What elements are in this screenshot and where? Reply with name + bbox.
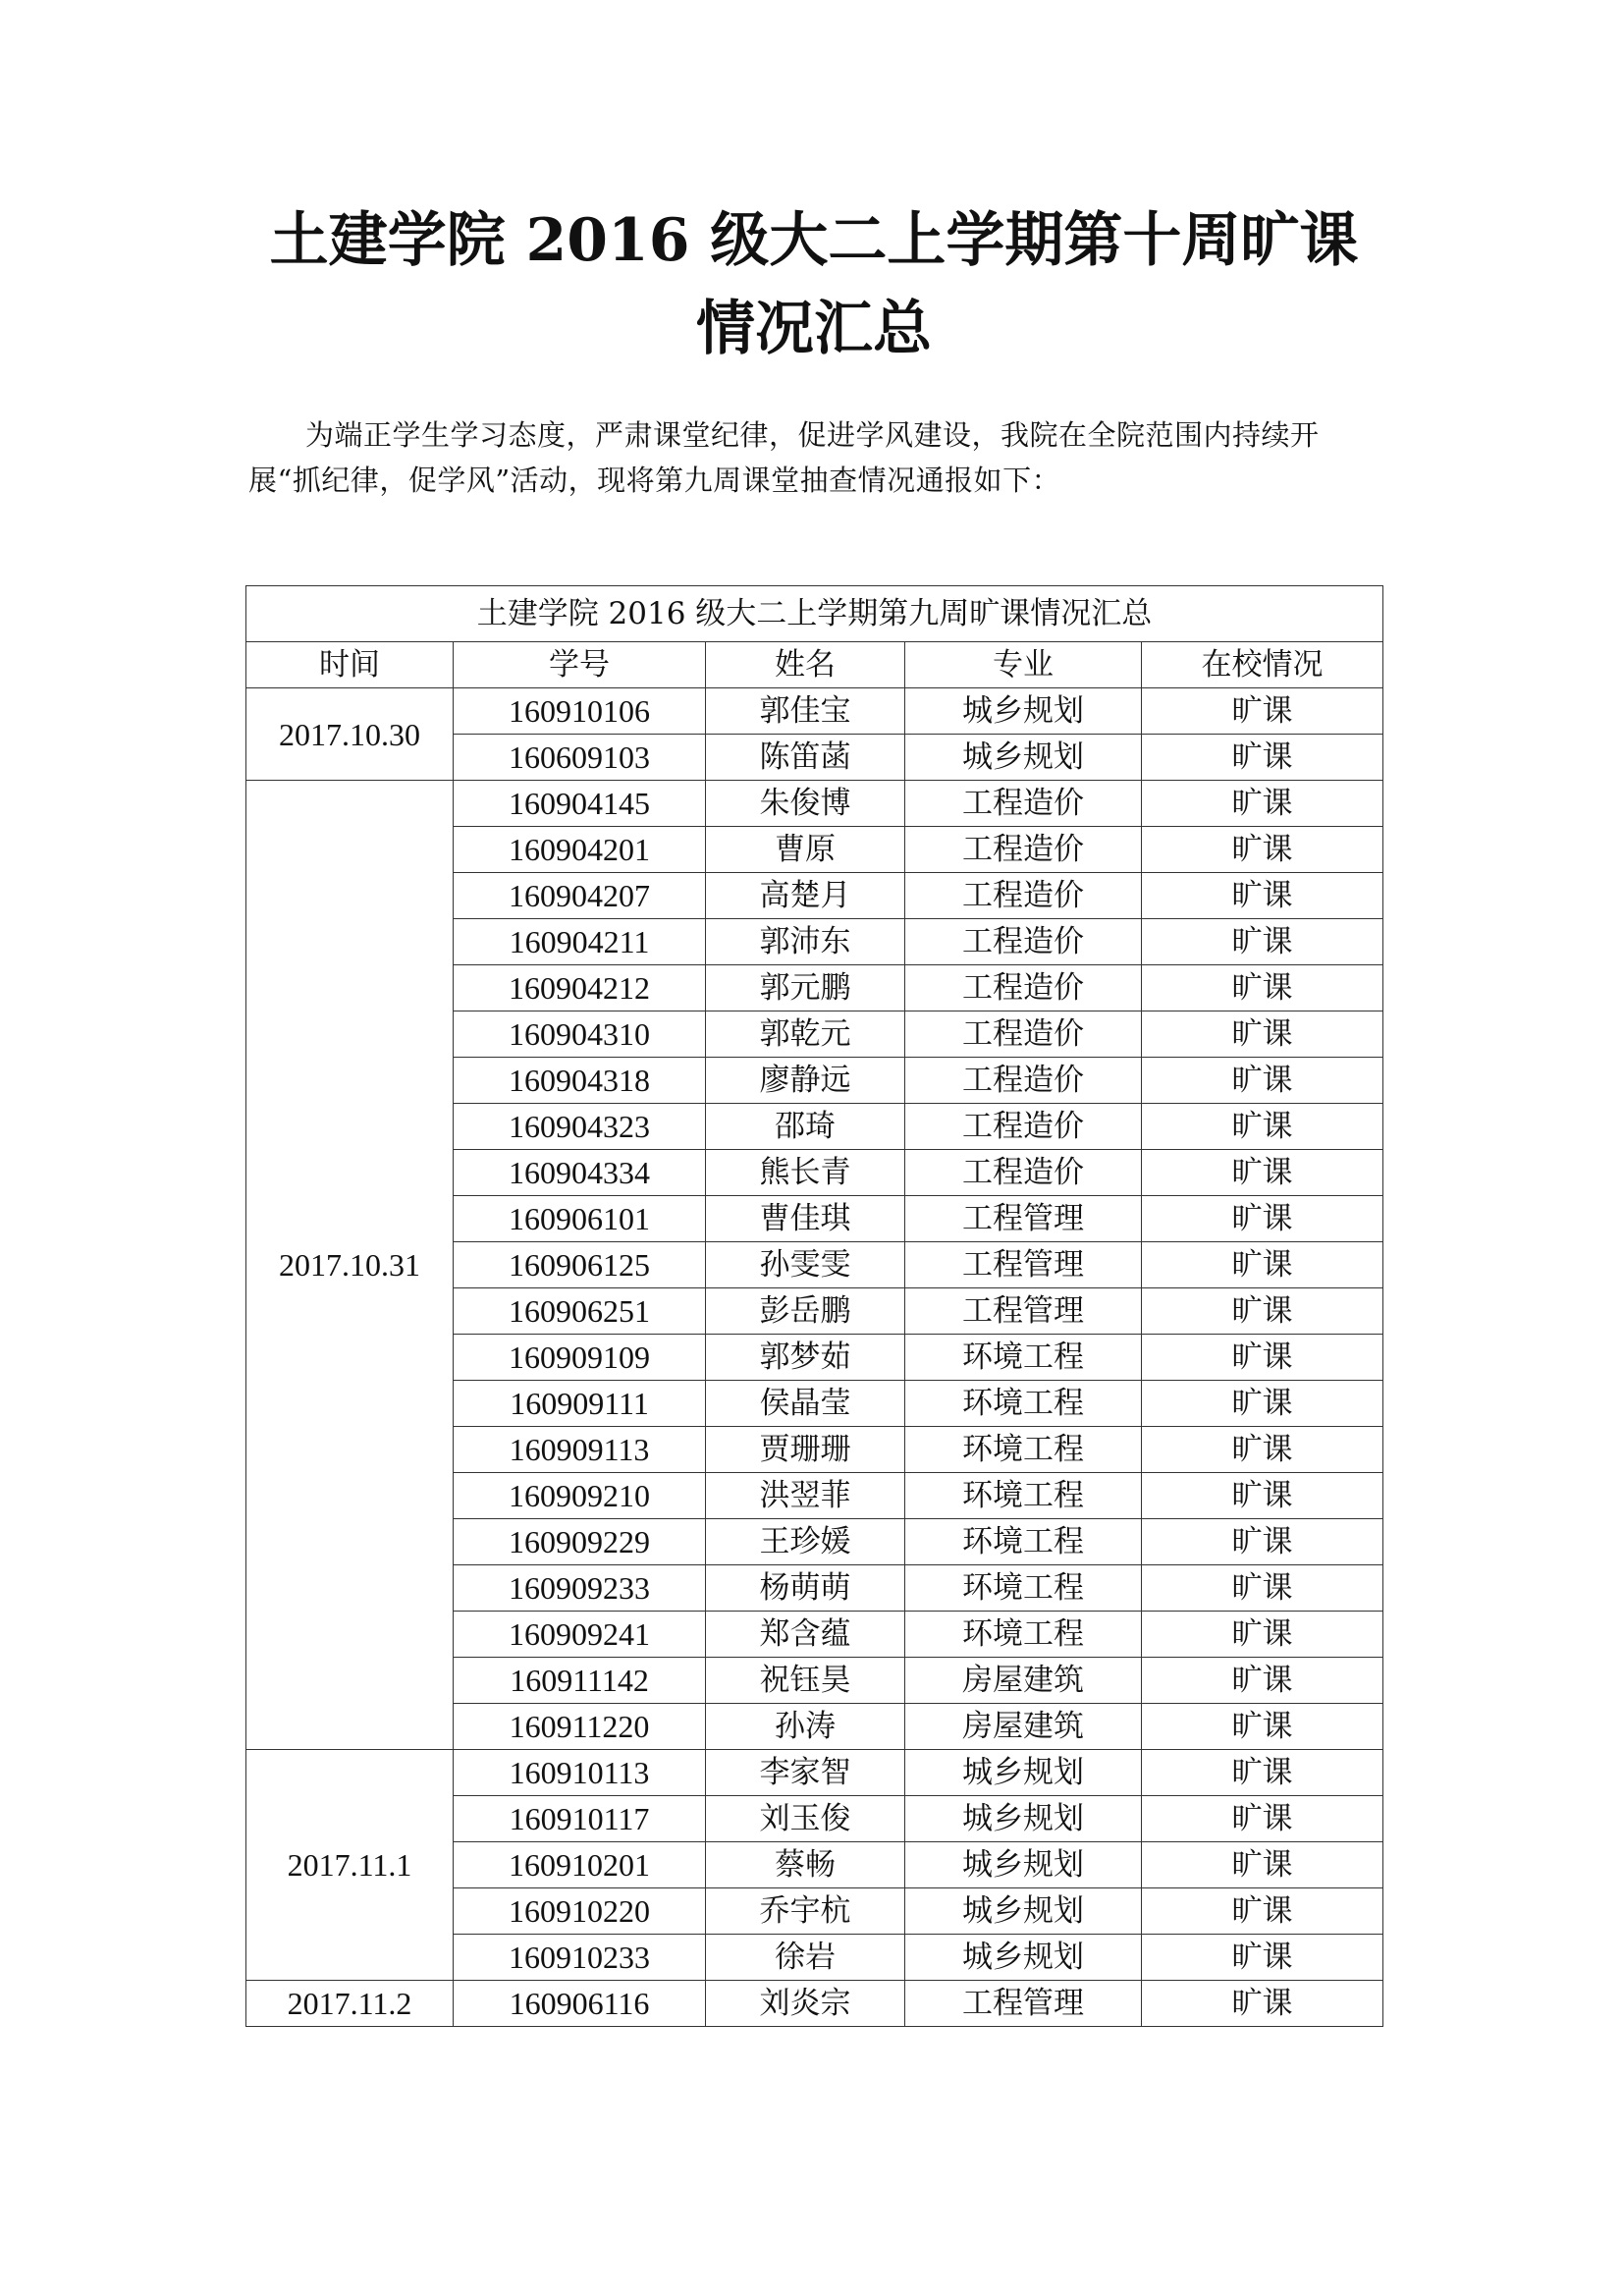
header-student-id: 学号 — [454, 642, 706, 688]
major-cell: 工程造价 — [905, 827, 1142, 873]
major-cell: 工程造价 — [905, 919, 1142, 965]
header-time: 时间 — [246, 642, 454, 688]
major-cell: 环境工程 — [905, 1565, 1142, 1612]
student-id-cell: 160904334 — [454, 1150, 706, 1196]
status-cell: 旷课 — [1142, 735, 1383, 781]
header-major: 专业 — [905, 642, 1142, 688]
status-cell: 旷课 — [1142, 1658, 1383, 1704]
major-cell: 城乡规划 — [905, 688, 1142, 735]
major-cell: 环境工程 — [905, 1381, 1142, 1427]
student-name-cell: 祝钰昊 — [706, 1658, 905, 1704]
status-cell: 旷课 — [1142, 1242, 1383, 1288]
major-cell: 城乡规划 — [905, 1750, 1142, 1796]
major-cell: 房屋建筑 — [905, 1704, 1142, 1750]
student-name-cell: 郭沛东 — [706, 919, 905, 965]
date-cell: 2017.10.31 — [246, 781, 454, 1750]
major-cell: 工程管理 — [905, 1242, 1142, 1288]
status-cell: 旷课 — [1142, 1288, 1383, 1335]
major-cell: 工程造价 — [905, 781, 1142, 827]
student-name-cell: 郭佳宝 — [706, 688, 905, 735]
student-id-cell: 160910117 — [454, 1796, 706, 1842]
student-name-cell: 彭岳鹏 — [706, 1288, 905, 1335]
status-cell: 旷课 — [1142, 1427, 1383, 1473]
status-cell: 旷课 — [1142, 1565, 1383, 1612]
major-cell: 城乡规划 — [905, 735, 1142, 781]
student-name-cell: 徐岩 — [706, 1935, 905, 1981]
major-cell: 环境工程 — [905, 1427, 1142, 1473]
status-cell: 旷课 — [1142, 688, 1383, 735]
status-cell: 旷课 — [1142, 1011, 1383, 1058]
status-cell: 旷课 — [1142, 1981, 1383, 2027]
major-cell: 环境工程 — [905, 1612, 1142, 1658]
student-id-cell: 160909113 — [454, 1427, 706, 1473]
major-cell: 城乡规划 — [905, 1842, 1142, 1888]
student-name-cell: 郭梦茹 — [706, 1335, 905, 1381]
major-cell: 工程管理 — [905, 1288, 1142, 1335]
student-name-cell: 乔宇杭 — [706, 1888, 905, 1935]
student-id-cell: 160906116 — [454, 1981, 706, 2027]
student-id-cell: 160904201 — [454, 827, 706, 873]
student-id-cell: 160904145 — [454, 781, 706, 827]
student-id-cell: 160911220 — [454, 1704, 706, 1750]
student-id-cell: 160910233 — [454, 1935, 706, 1981]
major-cell: 工程管理 — [905, 1196, 1142, 1242]
student-name-cell: 王珍媛 — [706, 1519, 905, 1565]
status-cell: 旷课 — [1142, 1612, 1383, 1658]
student-id-cell: 160910106 — [454, 688, 706, 735]
header-status: 在校情况 — [1142, 642, 1383, 688]
status-cell: 旷课 — [1142, 1519, 1383, 1565]
student-id-cell: 160909233 — [454, 1565, 706, 1612]
date-cell: 2017.10.30 — [246, 688, 454, 781]
table-caption: 土建学院 2016 级大二上学期第九周旷课情况汇总 — [246, 586, 1383, 642]
major-cell: 工程造价 — [905, 873, 1142, 919]
status-cell: 旷课 — [1142, 873, 1383, 919]
major-cell: 房屋建筑 — [905, 1658, 1142, 1704]
student-id-cell: 160904207 — [454, 873, 706, 919]
intro-paragraph: 为端正学生学习态度，严肃课堂纪律，促进学风建设，我院在全院范围内持续开展“抓纪律，促学风”活动，现将第九周课堂抽查情况通报如下： — [248, 418, 1320, 497]
student-id-cell: 160909210 — [454, 1473, 706, 1519]
student-name-cell: 刘炎宗 — [706, 1981, 905, 2027]
status-cell: 旷课 — [1142, 919, 1383, 965]
status-cell: 旷课 — [1142, 1888, 1383, 1935]
major-cell: 城乡规划 — [905, 1888, 1142, 1935]
major-cell: 工程造价 — [905, 965, 1142, 1011]
student-id-cell: 160906101 — [454, 1196, 706, 1242]
status-cell: 旷课 — [1142, 1473, 1383, 1519]
document-title: 土建学院 2016 级大二上学期第十周旷课情况汇总 — [269, 206, 1359, 363]
student-name-cell: 曹原 — [706, 827, 905, 873]
major-cell: 工程造价 — [905, 1104, 1142, 1150]
student-name-cell: 郑含蕴 — [706, 1612, 905, 1658]
absence-table — [245, 585, 1383, 2027]
status-cell: 旷课 — [1142, 1381, 1383, 1427]
status-cell: 旷课 — [1142, 827, 1383, 873]
major-cell: 环境工程 — [905, 1473, 1142, 1519]
major-cell: 环境工程 — [905, 1335, 1142, 1381]
status-cell: 旷课 — [1142, 1058, 1383, 1104]
date-cell: 2017.11.2 — [246, 1981, 454, 2027]
major-cell: 城乡规划 — [905, 1935, 1142, 1981]
header-name: 姓名 — [706, 642, 905, 688]
student-id-cell: 160904310 — [454, 1011, 706, 1058]
status-cell: 旷课 — [1142, 1335, 1383, 1381]
student-name-cell: 侯晶莹 — [706, 1381, 905, 1427]
table-row — [246, 688, 1383, 735]
student-name-cell: 陈笛菡 — [706, 735, 905, 781]
student-name-cell: 孙涛 — [706, 1704, 905, 1750]
student-id-cell: 160904318 — [454, 1058, 706, 1104]
major-cell: 工程造价 — [905, 1150, 1142, 1196]
student-name-cell: 邵琦 — [706, 1104, 905, 1150]
table-row — [246, 1981, 1383, 2027]
status-cell: 旷课 — [1142, 1842, 1383, 1888]
student-id-cell: 160904211 — [454, 919, 706, 965]
date-cell: 2017.11.1 — [246, 1750, 454, 1981]
student-id-cell: 160909229 — [454, 1519, 706, 1565]
major-cell: 工程造价 — [905, 1058, 1142, 1104]
student-name-cell: 刘玉俊 — [706, 1796, 905, 1842]
student-name-cell: 郭元鹏 — [706, 965, 905, 1011]
student-name-cell: 贾珊珊 — [706, 1427, 905, 1473]
student-id-cell: 160910220 — [454, 1888, 706, 1935]
status-cell: 旷课 — [1142, 1750, 1383, 1796]
status-cell: 旷课 — [1142, 781, 1383, 827]
student-name-cell: 杨萌萌 — [706, 1565, 905, 1612]
student-id-cell: 160906125 — [454, 1242, 706, 1288]
student-name-cell: 朱俊博 — [706, 781, 905, 827]
status-cell: 旷课 — [1142, 1935, 1383, 1981]
student-name-cell: 李家智 — [706, 1750, 905, 1796]
student-name-cell: 廖静远 — [706, 1058, 905, 1104]
student-id-cell: 160609103 — [454, 735, 706, 781]
student-id-cell: 160904212 — [454, 965, 706, 1011]
major-cell: 环境工程 — [905, 1519, 1142, 1565]
table-row — [246, 781, 1383, 827]
status-cell: 旷课 — [1142, 1196, 1383, 1242]
student-name-cell: 郭乾元 — [706, 1011, 905, 1058]
student-name-cell: 曹佳琪 — [706, 1196, 905, 1242]
major-cell: 城乡规划 — [905, 1796, 1142, 1842]
major-cell: 工程造价 — [905, 1011, 1142, 1058]
student-id-cell: 160904323 — [454, 1104, 706, 1150]
status-cell: 旷课 — [1142, 1150, 1383, 1196]
student-id-cell: 160909109 — [454, 1335, 706, 1381]
major-cell: 工程管理 — [905, 1981, 1142, 2027]
status-cell: 旷课 — [1142, 1104, 1383, 1150]
student-id-cell: 160910113 — [454, 1750, 706, 1796]
student-name-cell: 蔡畅 — [706, 1842, 905, 1888]
status-cell: 旷课 — [1142, 1796, 1383, 1842]
student-name-cell: 孙雯雯 — [706, 1242, 905, 1288]
table-row — [246, 1750, 1383, 1796]
status-cell: 旷课 — [1142, 965, 1383, 1011]
student-name-cell: 高楚月 — [706, 873, 905, 919]
student-id-cell: 160906251 — [454, 1288, 706, 1335]
student-id-cell: 160910201 — [454, 1842, 706, 1888]
status-cell: 旷课 — [1142, 1704, 1383, 1750]
student-id-cell: 160909111 — [454, 1381, 706, 1427]
student-name-cell: 洪翌菲 — [706, 1473, 905, 1519]
student-id-cell: 160909241 — [454, 1612, 706, 1658]
student-id-cell: 160911142 — [454, 1658, 706, 1704]
student-name-cell: 熊长青 — [706, 1150, 905, 1196]
